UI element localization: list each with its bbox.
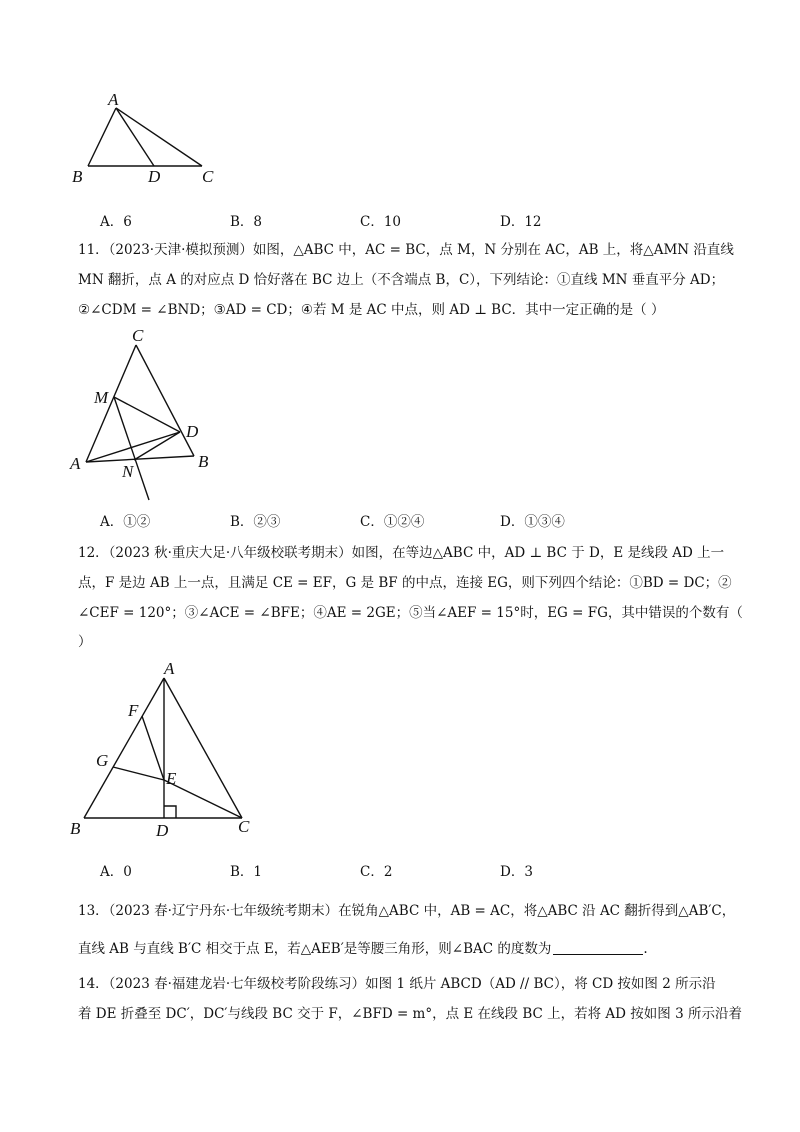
q10-option-b[interactable]: B．8 [230, 214, 263, 230]
q12-text-line1: 12．（2023 秋·重庆大足·八年级校联考期末）如图，在等边△ABC 中，AD ⊥ BC 于 D，E 是线段 AD 上一 [78, 545, 725, 561]
q13-text-line2-wrap [78, 939, 738, 959]
q10-option-a[interactable]: A．6 [100, 214, 132, 230]
q12-option-c[interactable]: C．2 [360, 864, 393, 880]
q12-option-b[interactable]: B．1 [230, 864, 263, 880]
fig12-label-B: B [70, 819, 81, 838]
fig12-label-A: A [164, 659, 175, 678]
q12-option-a[interactable]: A．0 [100, 864, 132, 880]
q11-option-d[interactable]: D．①③④ [500, 514, 565, 530]
fig10-label-C: C [202, 167, 214, 186]
q13-text-line2: 直线 AB 与直线 B′C 相交于点 E，若△AEB′是等腰三角形，则∠BAC 的度数为 [78, 941, 552, 957]
q14-text-line2: 着 DE 折叠至 DC′，DC′与线段 BC 交于 F，∠BFD = m°，点 E 在线段 BC 上，若将 AD 按如图 3 所示沿着 [78, 1006, 742, 1022]
q12-text-line3: ∠CEF = 120°；③∠ACE = ∠BFE；④AE = 2GE；⑤当∠AEF = 15°时，EG = FG，其中错误的个数有（ [78, 605, 743, 621]
q11-text-line2: MN 翻折，点 A 的对应点 D 恰好落在 BC 边上（不含端点 B，C），下列结论：①直线 MN 垂直平分 AD； [78, 272, 725, 288]
fig11-label-B: B [198, 452, 209, 471]
fig10-label-A: A [108, 92, 119, 109]
fig11-label-N: N [122, 462, 134, 481]
q11-option-c[interactable]: C．①②④ [360, 514, 425, 530]
fig12-label-D: D [156, 821, 169, 840]
q12-text-line4: ） [78, 634, 92, 650]
q10-option-c[interactable]: C．10 [360, 214, 402, 230]
q11-option-b[interactable]: B．②③ [230, 514, 281, 530]
q13-answer-blank[interactable] [553, 940, 643, 955]
q14-text-line1: 14．（2023 春·福建龙岩·七年级校考阶段练习）如图 1 纸片 ABCD（AD // BC），将 CD 按如图 2 所示沿 [78, 976, 716, 992]
fig12-label-C: C [238, 817, 250, 836]
q12-text-line2: 点，F 是边 AB 上一点，且满足 CE = EF，G 是 BF 的中点，连接 EG，则下列四个结论：①BD = DC；② [78, 575, 732, 591]
q11-options [100, 510, 700, 528]
fig12-label-E: E [166, 769, 177, 788]
figure-q12 [68, 656, 268, 846]
fig11-label-A: A [70, 454, 81, 473]
q12-options [100, 860, 700, 878]
figure-q11 [68, 325, 228, 505]
q11-option-a[interactable]: A．①② [100, 514, 151, 530]
fig12-label-G: G [96, 751, 109, 770]
q13-text-line2-end: . [643, 941, 648, 957]
q10-option-d[interactable]: D．12 [500, 214, 542, 230]
fig11-label-D: D [186, 422, 199, 441]
fig10-label-B: B [72, 167, 83, 186]
fig11-label-C: C [132, 326, 144, 345]
q11-text-line1: 11．（2023·天津·模拟预测）如图，△ABC 中，AC = BC，点 M，N 分别在 AC，AB 上，将△AMN 沿直线 [78, 242, 734, 258]
fig12-label-F: F [128, 701, 139, 720]
q13-text-line1: 13．（2023 春·辽宁丹东·七年级统考期末）在锐角△ABC 中，AB = AC，将△ABC 沿 AC 翻折得到△AB′C， [78, 903, 736, 919]
figure-q10 [70, 92, 230, 187]
fig10-label-D: D [148, 167, 161, 186]
q12-option-d[interactable]: D．3 [500, 864, 533, 880]
q10-options [100, 210, 700, 228]
q11-text-line3: ②∠CDM = ∠BND；③AD = CD；④若 M 是 AC 中点，则 AD ⊥ BC．其中一定正确的是（ ） [78, 302, 665, 318]
fig11-label-M: M [94, 388, 109, 407]
